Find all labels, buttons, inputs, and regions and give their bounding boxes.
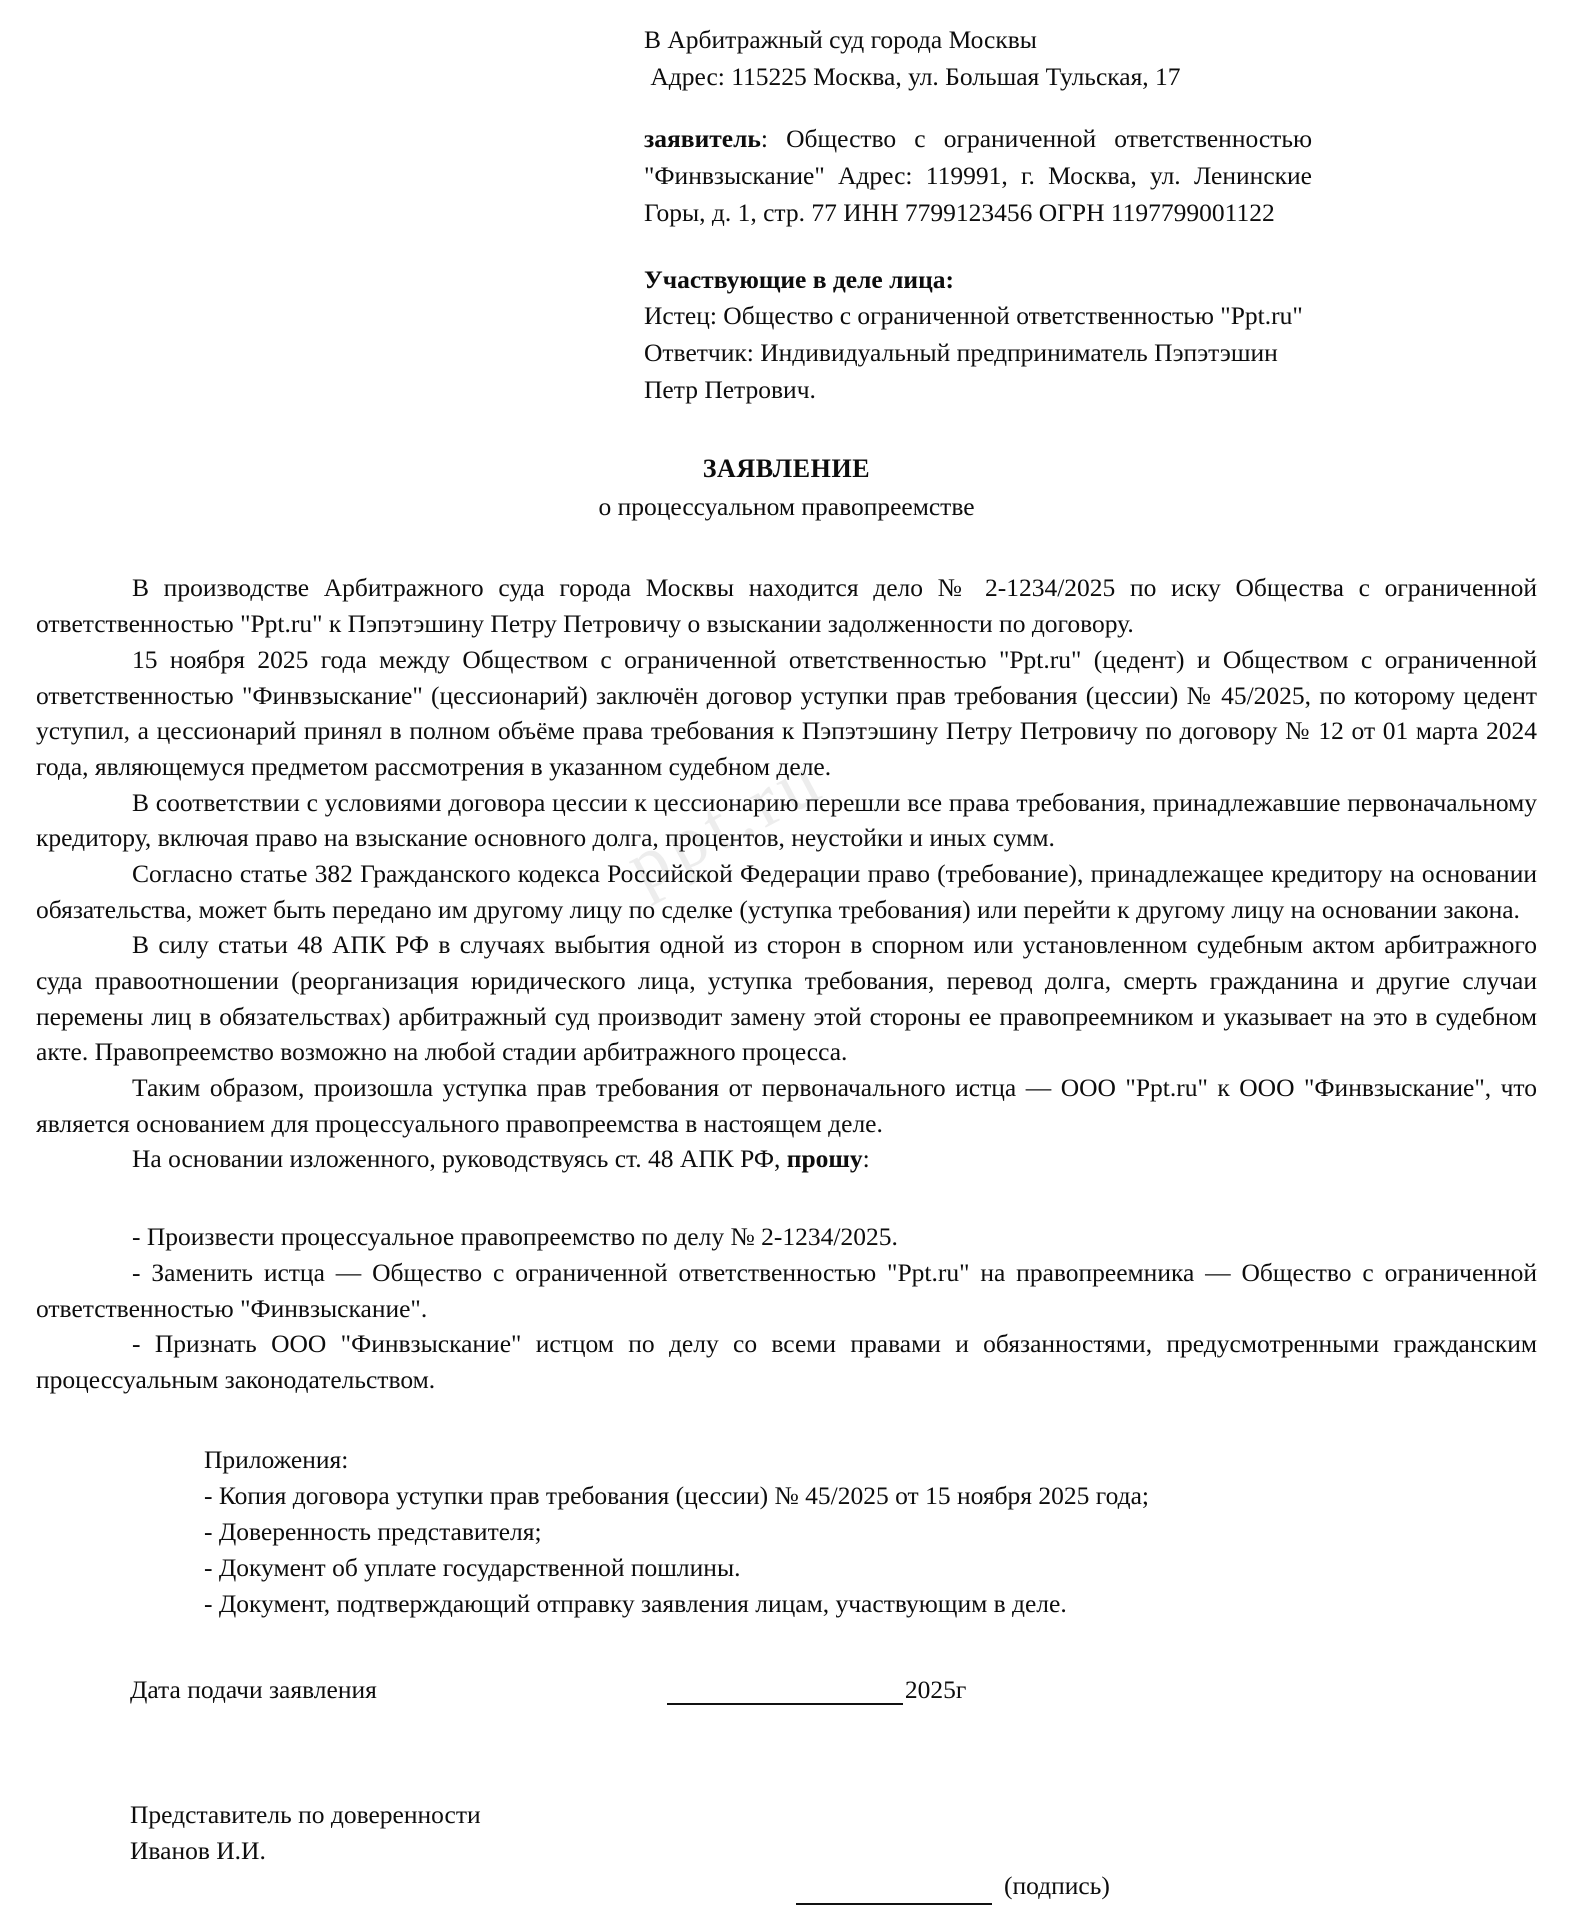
attachment-item-1: - Копия договора уступки прав требования (цессии) № 45/2025 от 15 ноября 2025 года; bbox=[204, 1480, 1150, 1510]
request-item-1: - Произвести процессуальное правопреемство по делу № 2-1234/2025. bbox=[132, 1222, 898, 1252]
petition-keyword: прошу bbox=[786, 1144, 863, 1174]
date-year-suffix: 2025г bbox=[904, 1674, 967, 1704]
defendant-line: Ответчик: Индивидуальный предприниматель Пэпэтэшин Петр Петрович. bbox=[644, 338, 1278, 404]
attachments-heading: Приложения: bbox=[204, 1444, 349, 1474]
date-row bbox=[36, 1675, 1537, 1705]
attachment-item-2: - Доверенность представителя; bbox=[204, 1517, 542, 1546]
request-list bbox=[36, 1219, 1537, 1397]
attachments-section bbox=[204, 1442, 1537, 1623]
watermark: ppt.ru bbox=[612, 736, 838, 908]
petition-prefix: На основании изложенного, руководствуясь ст. 48 АПК РФ, bbox=[132, 1144, 787, 1174]
body-paragraph-6: Таким образом, произошла уступка прав требования от первоначального истца — ООО "Ppt.ru" к ООО "Финвзыскание", что является основанием для процессуального правопреемства в настоящем деле. bbox=[36, 1073, 1537, 1138]
court-address: Адрес: 115225 Москва, ул. Большая Тульская, 17 bbox=[644, 61, 1181, 91]
applicant-details: : Общество с ограниченной ответственностью "Финвзыскание" Адрес: 119991, г. Москва, ул. Ленинские Горы, д. 1, стр. 77 ИНН 7799123456 ОГРН 1197799001122 bbox=[644, 124, 1312, 227]
attachment-item-3: - Документ об уплате государственной пошлины. bbox=[204, 1553, 741, 1583]
page-subtitle: о процессуальном правопреемстве bbox=[598, 492, 975, 522]
petition-suffix: : bbox=[862, 1144, 870, 1174]
participants-heading: Участвующие в деле лица: bbox=[644, 264, 955, 294]
document-content bbox=[36, 22, 1537, 1907]
attachment-item-4: - Документ, подтверждающий отправку заявления лицам, участвующим в деле. bbox=[204, 1589, 1067, 1619]
page-title: ЗАЯВЛЕНИЕ bbox=[702, 454, 871, 484]
addressee-header bbox=[644, 22, 1312, 408]
signature-section bbox=[36, 1797, 1537, 1907]
body-paragraph-4: Согласно статье 382 Гражданского кодекса Российской Федерации право (требование), принадлежащее кредитору на основании обязательства, может быть передано им другому лицу по сделке (уступка требования) или перейти к другому лицу на основании закона. bbox=[36, 858, 1537, 924]
date-blank-line bbox=[667, 1679, 903, 1705]
request-item-3: - Признать ООО "Финвзыскание" истцом по делу со всеми правами и обязанностями, предусмотренными гражданским процессуальным законодательством. bbox=[36, 1329, 1537, 1394]
applicant-label: заявитель bbox=[644, 124, 761, 154]
body-paragraph-5: В силу статьи 48 АПК РФ в случаях выбытия одной из сторон в спорном или установленном судебным актом арбитражного суда правоотношении (реорганизация юридического лица, уступка требования, перевод долга, смерть гражданина и другие случаи перемены лиц в обязательствах) арбитражный суд производит замену этой стороны ее правопреемником и указывает на это в судебном акте. Правопреемство возможно на любой стадии арбитражного процесса. bbox=[36, 930, 1537, 1067]
title-section bbox=[36, 454, 1537, 522]
signature-field bbox=[796, 1868, 1110, 1904]
header-spacer-2 bbox=[644, 232, 1312, 262]
body-paragraph-1: В производстве Арбитражного суда города Москвы находится дело № 2-1234/2025 по иску Общества с ограниченной ответственностью "Ppt.ru" к Пэпэтэшину Петру Петровичу о взыскании задолженности по договору. bbox=[36, 573, 1537, 639]
date-label: Дата подачи заявления bbox=[130, 1674, 377, 1704]
plaintiff-line: Истец: Общество с ограниченной ответственностью "Ppt.ru" bbox=[644, 301, 1303, 331]
body-paragraph-7 bbox=[36, 1141, 1537, 1177]
signatory-name: Иванов И.И. bbox=[130, 1835, 266, 1865]
date-field bbox=[667, 1675, 966, 1705]
signatory-role: Представитель по доверенности bbox=[130, 1799, 481, 1829]
request-item-2: - Заменить истца — Общество с ограниченной ответственностью "Ppt.ru" на правопреемника — Общество с ограниченной ответственностью "Финвзыскание". bbox=[36, 1257, 1537, 1323]
court-name: В Арбитражный суд города Москвы bbox=[644, 25, 1037, 54]
body-paragraph-2: 15 ноября 2025 года между Обществом с ограниченной ответственностью "Ppt.ru" (цедент) и Обществом с ограниченной ответственностью "Финвзыскание" (цессионарий) заключён договор уступки прав требования (цессии) № 45/2025, по которому цедент уступил, а цессионарий принял в полном объёме права требования к Пэпэтэшину Петру Петровичу по договору № 12 от 01 марта 2024 года, являющемуся предметом рассмотрения в указанном судебном деле. bbox=[36, 644, 1537, 781]
body-section bbox=[36, 570, 1537, 1177]
header-spacer-1 bbox=[644, 95, 1312, 121]
signature-caption: (подпись) bbox=[1004, 1871, 1110, 1901]
body-paragraph-3: В соответствии с условиями договора цессии к цессионарию перешли все права требования, принадлежавшие первоначальному кредитору, включая право на взыскание основного долга, процентов, неустойки и иных сумм. bbox=[36, 787, 1537, 853]
signature-blank-line bbox=[796, 1881, 992, 1905]
applicant-block bbox=[644, 121, 1312, 231]
